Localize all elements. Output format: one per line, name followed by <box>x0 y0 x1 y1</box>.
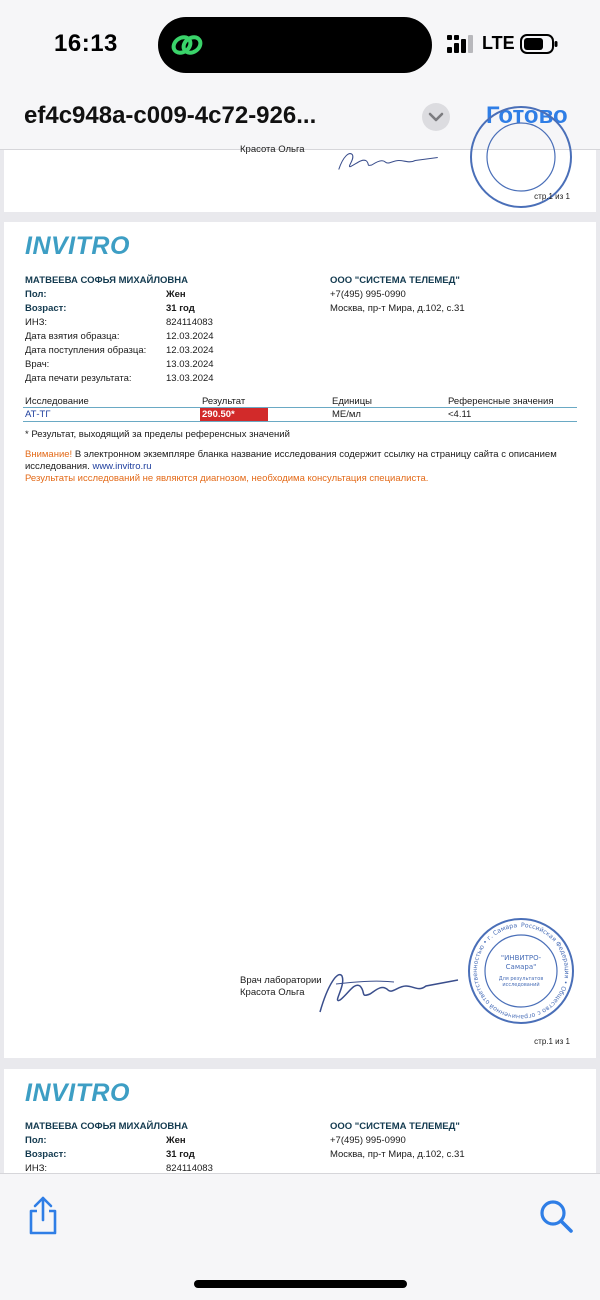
document-page-next <box>4 1069 596 1173</box>
invitro-logo: INVITRO <box>25 1079 130 1107</box>
field-label: Дата взятия образца: <box>25 331 120 342</box>
page-number: стр.1 из 1 <box>534 192 570 201</box>
field-label: ИНЗ: <box>25 1163 48 1173</box>
field-label: Пол: <box>25 289 47 300</box>
table-header-result: Результат <box>202 396 246 407</box>
field-label: Возраст: <box>25 303 67 314</box>
warning-text <box>25 449 581 473</box>
field-value: 824114083 <box>166 317 213 328</box>
signature-image <box>314 964 464 1024</box>
field-value: 13.03.2024 <box>166 373 214 384</box>
home-indicator[interactable] <box>194 1280 407 1288</box>
field-value: Жен <box>166 289 186 300</box>
lab-name: ООО "СИСТЕМА ТЕЛЕМЕД" <box>330 1121 460 1132</box>
field-label: Дата поступления образца: <box>25 345 147 356</box>
result-value: 290.50* <box>200 408 268 421</box>
stamp-line: Самара" <box>505 963 537 971</box>
patient-name: МАТВЕЕВА СОФЬЯ МИХАЙЛОВНА <box>25 275 188 286</box>
field-label: ИНЗ: <box>25 317 48 328</box>
title-menu-button[interactable] <box>422 103 450 131</box>
stamp-image <box>466 916 576 1026</box>
stamp-line: Для результатов <box>498 976 544 982</box>
signer-block <box>240 975 322 999</box>
table-divider <box>23 407 577 408</box>
search-icon[interactable] <box>538 1198 574 1234</box>
result-unit: МЕ/мл <box>332 409 361 420</box>
signer-name-fragment: Красота Ольга <box>240 144 305 155</box>
lab-phone: +7(495) 995-0990 <box>330 1135 406 1146</box>
signer-name: Красота Ольга <box>240 987 305 998</box>
link-icon <box>170 29 204 61</box>
bottom-toolbar <box>0 1173 600 1300</box>
field-value: Жен <box>166 1135 186 1146</box>
stamp-line: исследований <box>502 982 540 988</box>
field-label: Возраст: <box>25 1149 67 1160</box>
field-value: 13.03.2024 <box>166 359 214 370</box>
reference-range: <4.11 <box>448 409 472 420</box>
patient-name: МАТВЕЕВА СОФЬЯ МИХАЙЛОВНА <box>25 1121 188 1132</box>
footnote: * Результат, выходящий за пределы референсных значений <box>25 429 290 440</box>
table-header-test: Исследование <box>25 396 89 407</box>
field-label: Дата печати результата: <box>25 373 132 384</box>
table-header-reference: Референсные значения <box>448 396 554 407</box>
field-value: 31 год <box>166 303 195 314</box>
invitro-logo: INVITRO <box>25 232 130 260</box>
document-page <box>4 222 596 1058</box>
signature-image <box>314 150 464 180</box>
warning-prefix: Внимание! <box>25 449 73 460</box>
signal-icon <box>447 35 475 53</box>
field-value: 824114083 <box>166 1163 213 1173</box>
done-button[interactable]: Готово <box>486 102 568 129</box>
lab-name: ООО "СИСТЕМА ТЕЛЕМЕД" <box>330 275 460 286</box>
lab-address: Москва, пр-т Мира, д.102, с.31 <box>330 1149 465 1160</box>
field-value: 12.03.2024 <box>166 345 214 356</box>
document-page-previous <box>4 144 596 212</box>
status-time: 16:13 <box>54 30 118 57</box>
network-label: LTE <box>482 33 515 53</box>
invitro-link[interactable]: www.invitro.ru <box>92 461 152 472</box>
document-title: ef4c948a-c009-4c72-926... <box>24 102 317 129</box>
page-number: стр.1 из 1 <box>534 1037 570 1046</box>
table-divider <box>23 421 577 422</box>
field-label: Пол: <box>25 1135 47 1146</box>
field-value: 31 год <box>166 1149 195 1160</box>
lab-address: Москва, пр-т Мира, д.102, с.31 <box>330 303 465 314</box>
field-label: Врач: <box>25 359 50 370</box>
warning-body: В электронном экземпляре бланка название исследования содержит ссылку на страницу сайта с описанием исследования. <box>25 449 557 472</box>
stamp-ring-text: Российская Федерация • Общество с ограниченной ответственностью • г. Самара <box>471 921 570 1021</box>
dynamic-island[interactable] <box>158 17 432 73</box>
chevron-down-icon <box>422 103 450 131</box>
test-name-link[interactable]: АТ-ТГ <box>25 409 51 420</box>
signer-role: Врач лаборатории <box>240 975 322 986</box>
table-header-unit: Единицы <box>332 396 373 407</box>
diagnosis-disclaimer: Результаты исследований не являются диагнозом, необходима консультация специалиста. <box>25 473 429 484</box>
lab-phone: +7(495) 995-0990 <box>330 289 406 300</box>
svg-text:Российская Федерация • Обществ <box>472 922 570 1020</box>
field-value: 12.03.2024 <box>166 331 214 342</box>
stamp-line: "ИНВИТРО- <box>500 954 542 962</box>
battery-icon <box>520 34 558 54</box>
share-icon[interactable] <box>26 1196 60 1236</box>
status-bar <box>0 0 600 88</box>
